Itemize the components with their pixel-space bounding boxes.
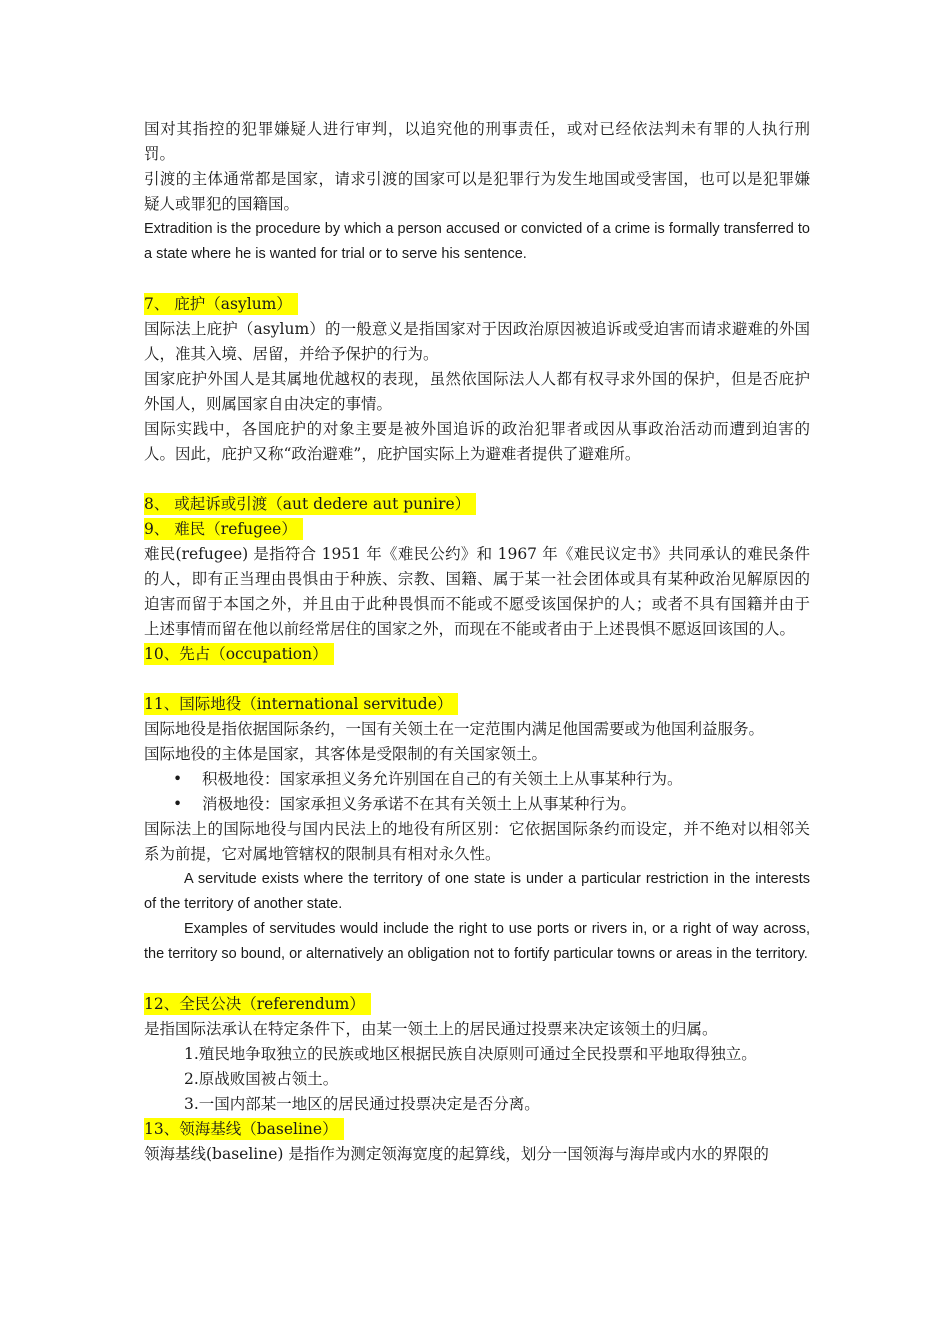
section-11-english-2: Examples of servitudes would include the right to use ports or rivers in, or a right of way across, the territory so bound, or alternatively an obligation not to fortify particular towns or areas in the territory.: [144, 921, 810, 962]
bullet-icon: •: [173, 770, 183, 788]
list-item-text: 积极地役：国家承担义务允许别国在自己的有关领土上从事某种行为。: [202, 770, 683, 788]
section-9-paragraph-1: 难民(refugee) 是指符合 1951 年《难民公约》和 1967 年《难民议定书》共同承认的难民条件的人，即有正当理由畏惧由于种族、宗教、国籍、属于某一社会团体或具有某种政治见解原因的迫害而留于本国之外，并且由于此种畏惧而不能或不愿受该国保护的人；或者不具有国籍并由于上述事情而留在他以前经常居住的国家之外，而现在不能或者由于上述畏惧不愿返回该国的人。: [144, 545, 810, 638]
section-7-paragraph-2: 国家庇护外国人是其属地优越权的表现，虽然依国际法人人都有权寻求外国的保护，但是否庇护外国人，则属国家自由决定的事情。: [144, 370, 810, 413]
section-13-heading: 13、领海基线（baseline）: [144, 1118, 344, 1140]
intro-english-paragraph: Extradition is the procedure by which a person accused or convicted of a crime is formally transferred to a state where he is wanted for trial or to serve his sentence.: [144, 221, 810, 262]
list-item: 1.殖民地争取独立的民族或地区根据民族自决原则可通过全民投票和平地取得独立。: [184, 1045, 757, 1063]
list-item: 3.一国内部某一地区的居民通过投票决定是否分离。: [184, 1095, 540, 1113]
section-9-heading: 9、 难民（refugee）: [144, 518, 303, 540]
section-11-paragraph-3: 国际法上的国际地役与国内民法上的地役有所区别：它依据国际条约而设定，并不绝对以相邻关系为前提，它对属地管辖权的限制具有相对永久性。: [144, 820, 810, 863]
section-11-heading: 11、国际地役（international servitude）: [144, 693, 458, 715]
bullet-icon: •: [173, 795, 183, 813]
section-8-heading: 8、 或起诉或引渡（aut dedere aut punire）: [144, 493, 476, 515]
section-7-heading: 7、 庇护（asylum）: [144, 293, 298, 315]
list-item-text: 消极地役：国家承担义务承诺不在其有关领土上从事某种行为。: [202, 795, 637, 813]
list-item: 2.原战败国被占领土。: [184, 1070, 339, 1088]
section-12-paragraph-1: 是指国际法承认在特定条件下，由某一领土上的居民通过投票来决定该领土的归属。: [144, 1020, 718, 1038]
section-11-paragraph-2: 国际地役的主体是国家，其客体是受限制的有关国家领土。: [144, 745, 548, 763]
section-10-heading: 10、先占（occupation）: [144, 643, 334, 665]
section-7-paragraph-1: 国际法上庇护（asylum）的一般意义是指国家对于因政治原因被追诉或受迫害而请求避难的外国人，准其入境、居留，并给予保护的行为。: [144, 320, 810, 363]
section-12-heading: 12、全民公决（referendum）: [144, 993, 371, 1015]
list-item: [144, 792, 810, 817]
intro-paragraph-1: 国对其指控的犯罪嫌疑人进行审判，以追究他的刑事责任，或对已经依法判未有罪的人执行刑罚。: [144, 120, 810, 163]
section-11-english-1: A servitude exists where the territory of one state is under a particular restriction in the interests of the territory of another state.: [144, 871, 810, 912]
document-page: [144, 117, 810, 1167]
list-item: [144, 767, 810, 792]
section-7-paragraph-3: 国际实践中，各国庇护的对象主要是被外国追诉的政治犯罪者或因从事政治活动而遭到迫害的人。因此，庇护又称“政治避难”，庇护国实际上为避难者提供了避难所。: [144, 420, 810, 463]
section-13-paragraph-1: 领海基线(baseline) 是指作为测定领海宽度的起算线，划分一国领海与海岸或内水的界限的: [144, 1145, 769, 1163]
section-11-paragraph-1: 国际地役是指依据国际条约，一国有关领土在一定范围内满足他国需要或为他国利益服务。: [144, 720, 765, 738]
intro-paragraph-2: 引渡的主体通常都是国家，请求引渡的国家可以是犯罪行为发生地国或受害国，也可以是犯罪嫌疑人或罪犯的国籍国。: [144, 170, 810, 213]
